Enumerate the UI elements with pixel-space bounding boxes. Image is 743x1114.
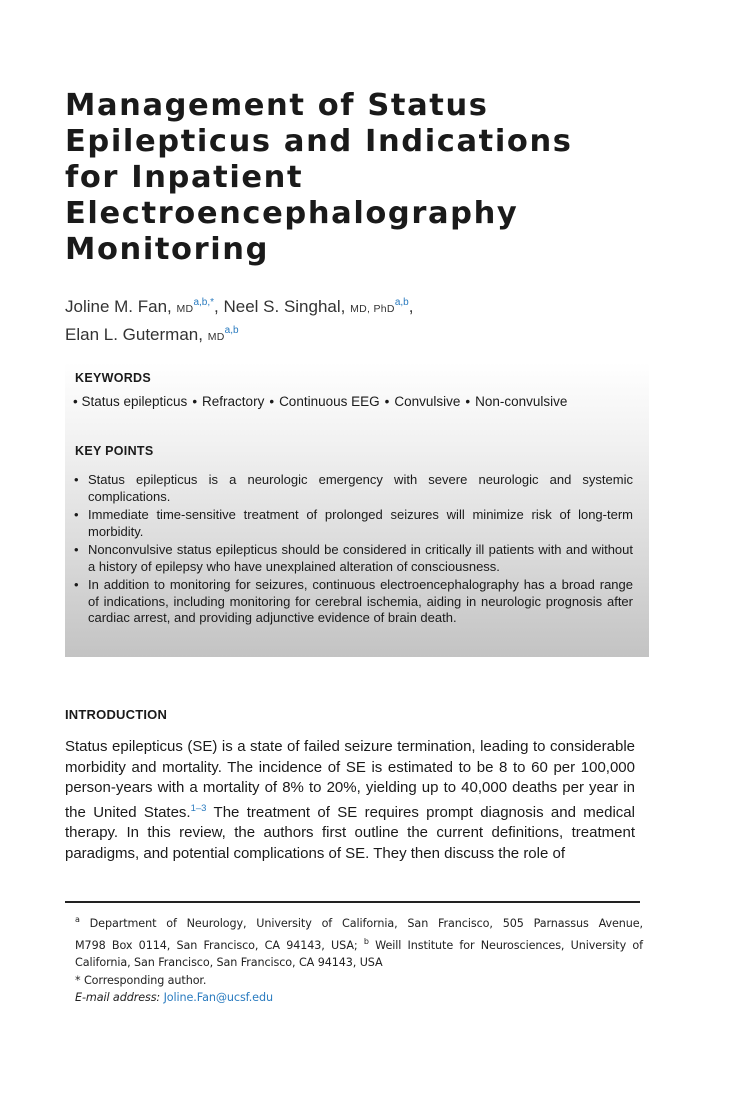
bullet-icon: • (74, 507, 79, 522)
article-title (65, 88, 665, 268)
keyword: Status epilepticus (81, 394, 188, 409)
bullet-icon: • (74, 577, 79, 592)
email-line (75, 989, 643, 1007)
affiliation-text: Weill Institute for Neurosciences, University of (368, 938, 643, 952)
key-point-text: In addition to monitoring for seizures, continuous electroencephalography has a broad range of indications, including monitoring for cerebral ischemia, aiding in neurologic prognosis after cardiac arrest, and providing adjunctive evidence of brain death. (88, 577, 633, 625)
affiliation-marker: a (75, 915, 80, 924)
keywords-heading: KEYWORDS (75, 371, 152, 385)
author-separator: , (214, 297, 219, 316)
author-line (65, 292, 685, 320)
author-degree: MD (207, 331, 225, 343)
author-name: Neel S. Singhal, (218, 297, 346, 316)
key-points-list (73, 472, 633, 629)
keyword: Convulsive (394, 394, 461, 409)
key-point-item (73, 472, 633, 505)
introduction-paragraph (65, 737, 635, 864)
introduction-text: The treatment of SE requires prompt diagnosis and medical therapy. In this review, the authors first outline the current definitions, treatment paradigms, and potential complications of SE. They then discuss the role of (65, 803, 635, 862)
keywords-list (73, 394, 643, 409)
bullet-icon: • (73, 394, 78, 409)
bullet-icon: • (465, 394, 471, 409)
title-line: Management of Status (65, 88, 489, 123)
author-affiliation-link[interactable]: a,b (224, 325, 239, 336)
keyword: Refractory (202, 394, 265, 409)
title-line: for Inpatient (65, 160, 304, 195)
author-degree: MD (176, 303, 194, 315)
author-name: Elan L. Guterman, (65, 325, 203, 344)
key-point-item (73, 542, 633, 575)
author-degree: MD, PhD (350, 303, 395, 315)
keyword: Non-convulsive (475, 394, 568, 409)
affiliation-text: M798 Box 0114, San Francisco, CA 94143, USA; (75, 938, 358, 952)
email-label: E-mail address: (75, 991, 161, 1004)
key-point-item (73, 577, 633, 627)
author-separator: , (408, 297, 414, 316)
author-list (65, 292, 685, 348)
affiliation-line: California, San Francisco, San Francisco, CA 94143, USA (75, 956, 383, 969)
key-point-item (73, 507, 633, 540)
author-name: Joline M. Fan, (65, 297, 172, 316)
introduction-text: Status epilepticus (SE) is a state of failed seizure termination, leading to considerable morbidity and mortality. The incidence of SE is estimated to be 8 to 60 per 100,000 person-years with a mortality of 8% to 20%, yielding up to 40,000 deaths per year in the United States. (65, 738, 635, 821)
bullet-icon: • (269, 394, 275, 409)
key-points-heading: KEY POINTS (75, 444, 154, 458)
affiliation-text: Department of Neurology, University of California, San Francisco, 505 Parnassus Avenue, (79, 917, 643, 930)
corresponding-author-note: * Corresponding author. (75, 973, 207, 987)
email-link[interactable]: Joline.Fan@ucsf.edu (163, 991, 273, 1004)
introduction-heading: INTRODUCTION (65, 707, 168, 722)
summary-box (65, 362, 649, 657)
reference-link[interactable]: 1–3 (190, 802, 207, 814)
author-affiliation-link[interactable]: a,b (394, 297, 409, 308)
bullet-icon: • (74, 472, 79, 487)
affiliation-line (75, 933, 643, 955)
key-point-text: Status epilepticus is a neurologic emergency with severe neurologic and systemic complications. (88, 472, 633, 504)
affiliation-line (75, 911, 643, 933)
title-line: Epilepticus and Indications (65, 124, 573, 159)
footnote-divider (65, 901, 640, 903)
title-line: Monitoring (65, 232, 270, 267)
author-line (65, 320, 685, 348)
bullet-icon: • (192, 394, 198, 409)
footnotes (75, 911, 643, 1007)
bullet-icon: • (384, 394, 390, 409)
key-point-text: Nonconvulsive status epilepticus should be considered in critically ill patients with and without a history of epilepsy who have unexplained alteration of consciousness. (88, 542, 633, 574)
bullet-icon: • (74, 542, 79, 557)
title-line: Electroencephalography (65, 196, 519, 231)
author-affiliation-link[interactable]: a,b,* (193, 297, 215, 308)
key-point-text: Immediate time-sensitive treatment of prolonged seizures will minimize risk of long-term morbidity. (88, 507, 633, 539)
affiliation-marker: b (363, 936, 369, 946)
keyword: Continuous EEG (279, 394, 380, 409)
